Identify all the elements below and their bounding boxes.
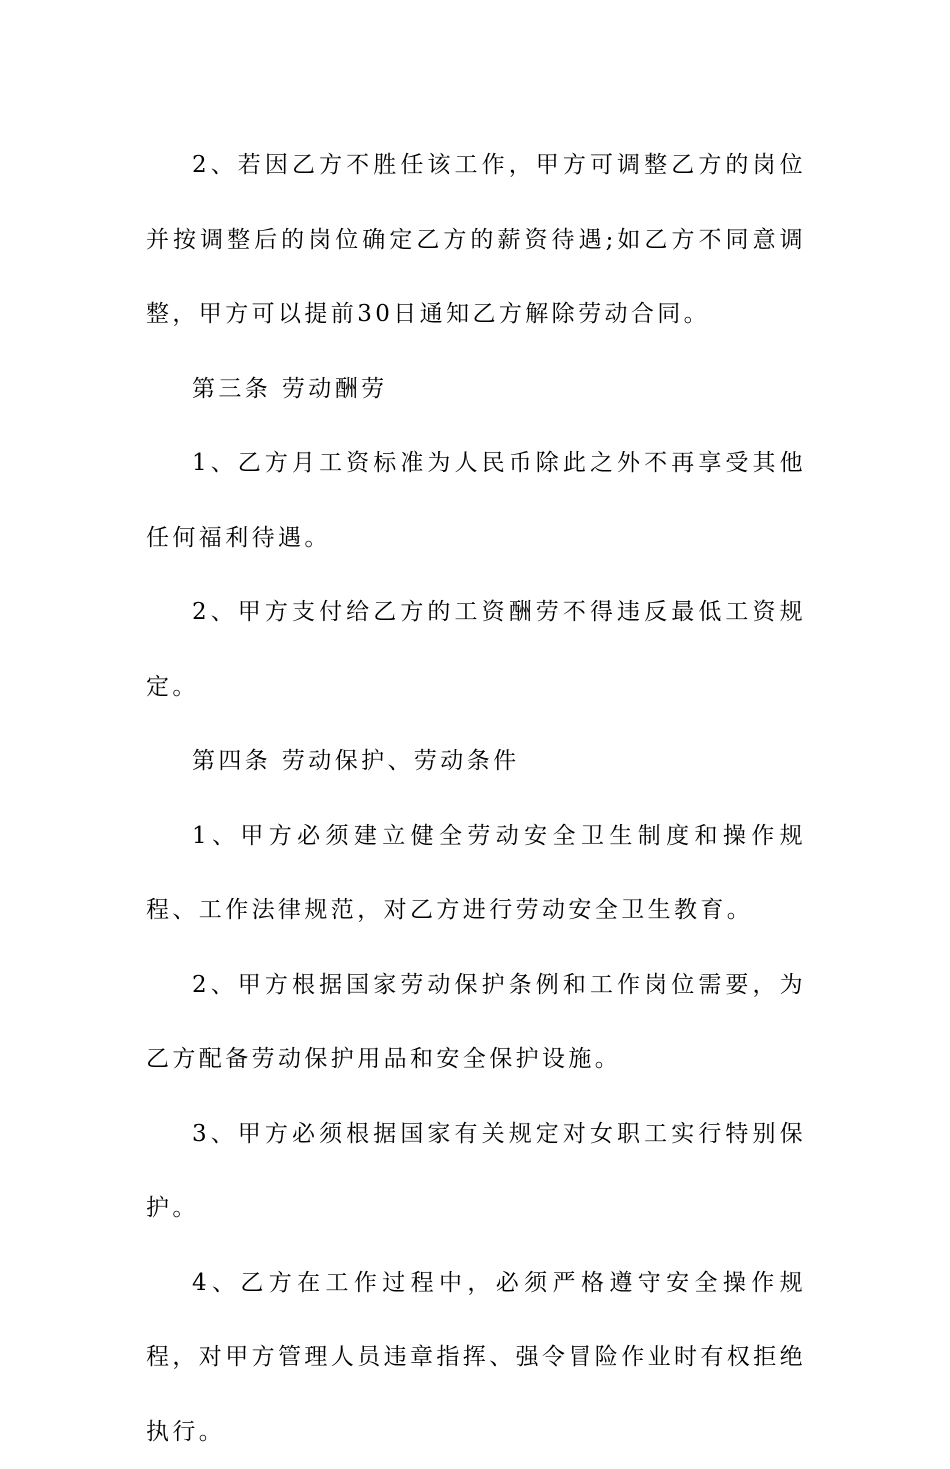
section-heading-article-4: 第四条 劳动保护、劳动条件	[146, 724, 806, 799]
section-heading-article-3: 第三条 劳动酬劳	[146, 352, 806, 427]
paragraph-clause-2-2: 2、若因乙方不胜任该工作，甲方可调整乙方的岗位并按调整后的岗位确定乙方的薪资待遇;如乙方不同意调整，甲方可以提前30日通知乙方解除劳动合同。	[146, 128, 806, 352]
paragraph-clause-4-4: 4、乙方在工作过程中，必须严格遵守安全操作规程，对甲方管理人员违章指挥、强令冒险作业时有权拒绝执行。	[146, 1246, 806, 1469]
paragraph-clause-4-1: 1、甲方必须建立健全劳动安全卫生制度和操作规程、工作法律规范，对乙方进行劳动安全卫生教育。	[146, 799, 806, 948]
paragraph-clause-4-2: 2、甲方根据国家劳动保护条例和工作岗位需要，为乙方配备劳动保护用品和安全保护设施。	[146, 948, 806, 1097]
paragraph-clause-3-2: 2、甲方支付给乙方的工资酬劳不得违反最低工资规定。	[146, 575, 806, 724]
paragraph-clause-4-3: 3、甲方必须根据国家有关规定对女职工实行特别保护。	[146, 1097, 806, 1246]
paragraph-clause-3-1: 1、乙方月工资标准为人民币除此之外不再享受其他任何福利待遇。	[146, 426, 806, 575]
document-body	[146, 128, 806, 1469]
